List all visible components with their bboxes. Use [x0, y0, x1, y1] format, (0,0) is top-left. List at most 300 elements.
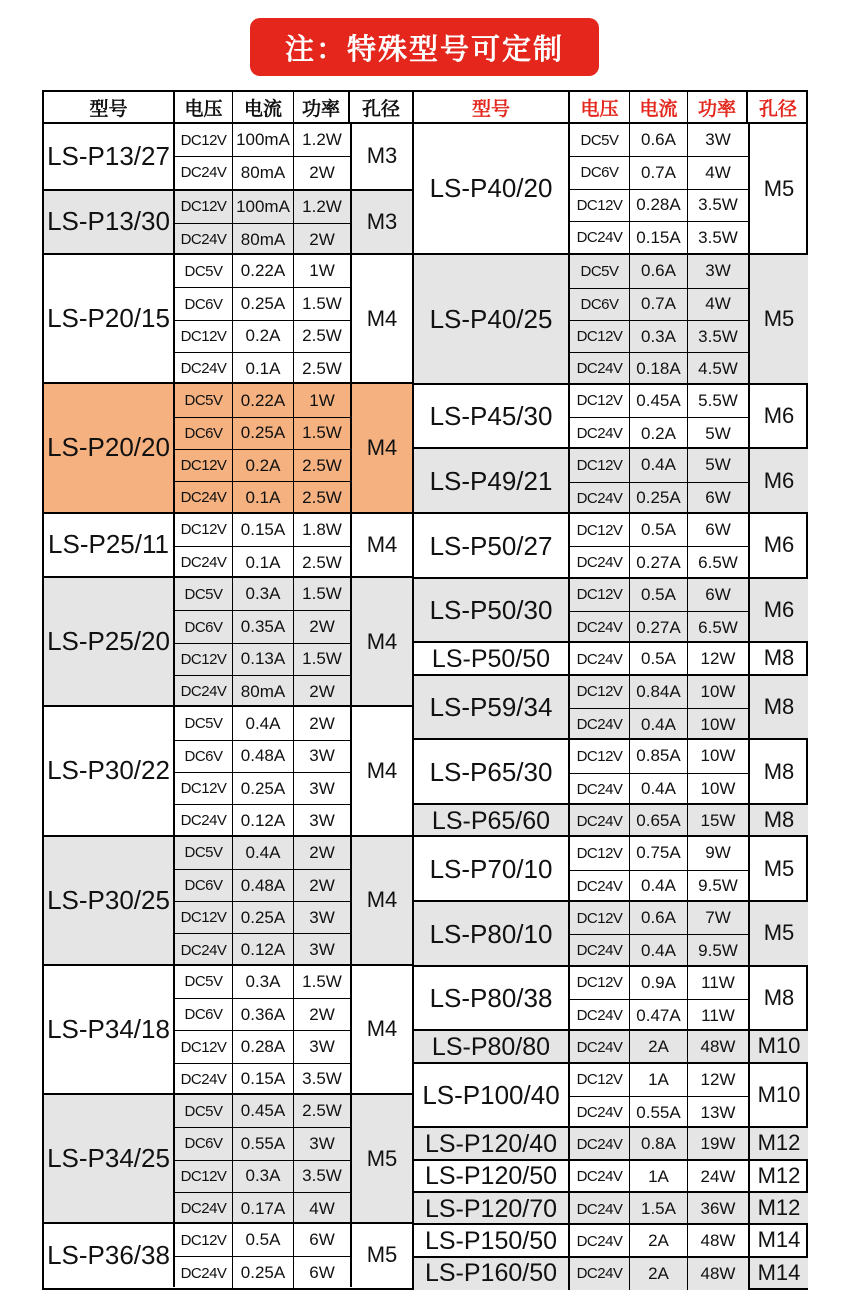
- power-cell: 1.5W: [302, 294, 342, 314]
- model-group: [414, 383, 808, 448]
- power-cell: 2.5W: [294, 450, 350, 481]
- hole-size: M8: [748, 805, 808, 835]
- current-cell: 80mA: [233, 676, 294, 707]
- current-header: 电流: [630, 92, 688, 122]
- current-cell: 0.2A: [233, 321, 294, 352]
- power-cell: 2.5W: [294, 482, 350, 513]
- model-group: [414, 1159, 808, 1191]
- current-cell: 0.4A: [630, 449, 688, 481]
- spec-row: [175, 578, 350, 610]
- model-group: [414, 1126, 808, 1158]
- spec-row: [175, 1127, 350, 1159]
- spec-row: [570, 1258, 748, 1290]
- voltage-cell: DC24V: [175, 1064, 233, 1095]
- power-cell: 2W: [309, 713, 335, 733]
- power-cell: 6W: [688, 579, 748, 611]
- spec-row: [175, 1224, 350, 1256]
- model-name: LS-P120/40: [414, 1128, 570, 1160]
- model-name: LS-P150/50: [414, 1225, 570, 1257]
- voltage-cell: DC5V: [175, 578, 233, 610]
- spec-row: [570, 1031, 748, 1063]
- spec-table: [42, 90, 808, 1290]
- hole-size: M4: [350, 578, 412, 705]
- hole-size: M4: [350, 837, 412, 964]
- spec-row: [175, 901, 350, 933]
- hole-size: M5: [350, 1224, 412, 1287]
- spec-row: [175, 417, 350, 449]
- current-header: 电流: [233, 92, 294, 122]
- voltage-cell: DC12V: [175, 514, 233, 546]
- current-cell: 0.2A: [630, 418, 688, 449]
- power-header: 功率: [294, 92, 350, 122]
- model-name: LS-P40/20: [414, 124, 570, 253]
- header-row: [414, 92, 808, 124]
- model-name: LS-P65/30: [414, 740, 570, 805]
- current-cell: 0.25A: [233, 288, 294, 319]
- spec-row: [175, 1192, 350, 1224]
- spec-row: [175, 675, 350, 707]
- header-row: [44, 92, 412, 124]
- model-name: LS-P70/10: [414, 837, 570, 902]
- voltage-cell: DC12V: [570, 837, 630, 869]
- spec-row: [175, 837, 350, 869]
- spec-row: [570, 643, 748, 675]
- model-name: LS-P50/27: [414, 514, 570, 579]
- power-cell: 2.5W: [294, 1095, 350, 1127]
- voltage-cell: DC5V: [570, 124, 630, 156]
- model-name: LS-P30/25: [44, 837, 175, 964]
- model-group: [44, 705, 412, 834]
- current-cell: 0.45A: [233, 1095, 294, 1127]
- spec-row: [570, 124, 748, 156]
- model-name: LS-P34/25: [44, 1095, 175, 1222]
- spec-row: [570, 417, 748, 449]
- model-name: LS-P25/11: [44, 514, 175, 577]
- model-name: LS-P20/15: [44, 255, 175, 382]
- model-name: LS-P65/60: [414, 805, 570, 837]
- spec-row: [175, 384, 350, 416]
- power-cell: 2W: [294, 870, 350, 901]
- voltage-cell: DC12V: [175, 321, 233, 352]
- model-name: LS-P50/50: [414, 643, 570, 675]
- voltage-cell: DC24V: [175, 1193, 233, 1224]
- power-cell: 48W: [688, 1258, 748, 1290]
- hole-size: M5: [748, 902, 808, 965]
- current-cell: 0.4A: [233, 707, 294, 739]
- power-cell: 3.5W: [698, 195, 738, 215]
- power-cell: 1.2W: [302, 130, 342, 150]
- power-cell: 6W: [309, 1263, 335, 1283]
- spec-row: [570, 1193, 748, 1225]
- power-cell: 24W: [700, 1166, 736, 1186]
- current-cell: 0.3A: [233, 578, 294, 610]
- hole-size: M10: [748, 1031, 808, 1061]
- voltage-cell: DC24V: [570, 353, 630, 384]
- current-cell: 80mA: [233, 224, 294, 255]
- power-cell: 9.5W: [688, 935, 748, 966]
- hole-size: M6: [748, 449, 808, 512]
- voltage-cell: DC24V: [570, 612, 630, 643]
- model-name: LS-P80/10: [414, 902, 570, 967]
- spec-row: [570, 1161, 748, 1193]
- voltage-cell: DC12V: [570, 385, 630, 417]
- spec-row: [175, 124, 350, 156]
- power-cell: 4W: [705, 162, 731, 182]
- voltage-cell: DC12V: [570, 449, 630, 481]
- voltage-header: 电压: [175, 92, 233, 122]
- hole-size: M4: [350, 707, 412, 834]
- spec-row: [570, 352, 748, 384]
- model-group: [44, 835, 412, 964]
- voltage-cell: DC12V: [570, 190, 630, 221]
- voltage-cell: DC24V: [175, 547, 233, 578]
- spec-row: [570, 999, 748, 1031]
- power-cell: 2W: [294, 611, 350, 642]
- spec-row: [175, 643, 350, 675]
- model-group: [414, 965, 808, 1030]
- current-cell: 0.13A: [233, 644, 294, 675]
- current-cell: 0.5A: [630, 643, 688, 675]
- current-cell: 100mA: [233, 191, 294, 223]
- power-cell: 3.5W: [302, 1069, 342, 1089]
- model-group: [44, 1093, 412, 1222]
- model-group: [414, 803, 808, 835]
- power-cell: 11W: [701, 972, 735, 992]
- voltage-cell: DC5V: [175, 384, 233, 416]
- current-cell: 0.3A: [233, 966, 294, 998]
- model-group: [44, 1222, 412, 1287]
- voltage-cell: DC12V: [175, 124, 233, 156]
- current-cell: 0.35A: [233, 611, 294, 642]
- current-cell: 0.47A: [630, 1000, 688, 1031]
- model-group: [414, 1191, 808, 1223]
- spec-row: [570, 221, 748, 253]
- model-name: LS-P120/50: [414, 1161, 570, 1193]
- voltage-cell: DC24V: [570, 1000, 630, 1031]
- spec-row: [570, 934, 748, 966]
- voltage-cell: DC12V: [175, 1161, 233, 1192]
- voltage-header: 电压: [570, 92, 630, 122]
- current-cell: 100mA: [233, 124, 294, 156]
- current-cell: 0.1A: [233, 482, 294, 513]
- hole-size: M4: [350, 255, 412, 382]
- current-cell: 0.4A: [630, 774, 688, 805]
- power-cell: 1.8W: [302, 519, 342, 539]
- current-cell: 0.27A: [630, 547, 688, 578]
- voltage-cell: DC12V: [175, 191, 233, 223]
- spec-row: [175, 772, 350, 804]
- power-cell: 1.5W: [294, 644, 350, 675]
- hole-size: M8: [748, 676, 808, 739]
- voltage-cell: DC5V: [175, 707, 233, 739]
- current-cell: 0.27A: [630, 612, 688, 643]
- voltage-cell: DC24V: [570, 1031, 630, 1063]
- spec-row: [175, 481, 350, 513]
- voltage-cell: DC12V: [570, 676, 630, 708]
- power-cell: 9W: [705, 843, 731, 863]
- model-group: [414, 1029, 808, 1061]
- current-cell: 0.6A: [630, 124, 688, 156]
- current-cell: 0.2A: [233, 450, 294, 481]
- model-group: [414, 447, 808, 512]
- power-cell: 2W: [294, 676, 350, 707]
- current-cell: 0.55A: [233, 1128, 294, 1159]
- hole-size: M4: [350, 384, 412, 511]
- model-group: [414, 577, 808, 642]
- model-name: LS-P120/70: [414, 1193, 570, 1225]
- current-cell: 0.12A: [233, 934, 294, 965]
- current-cell: 0.36A: [233, 999, 294, 1030]
- power-cell: 11W: [701, 1005, 735, 1025]
- power-cell: 6W: [688, 483, 748, 514]
- voltage-cell: DC12V: [175, 1031, 233, 1062]
- power-cell: 3W: [309, 1037, 335, 1057]
- hole-size: M6: [748, 514, 808, 577]
- hole-size: M14: [748, 1258, 808, 1288]
- power-cell: 7W: [688, 902, 748, 934]
- power-cell: 6W: [309, 1230, 335, 1250]
- voltage-cell: DC12V: [570, 902, 630, 934]
- power-cell: 2W: [309, 1004, 335, 1024]
- hole-header: 孔径: [758, 97, 797, 120]
- voltage-cell: DC24V: [570, 547, 630, 578]
- spec-row: [570, 837, 748, 869]
- voltage-cell: DC24V: [175, 805, 233, 836]
- spec-row: [570, 385, 748, 417]
- spec-row: [175, 1160, 350, 1192]
- power-cell: 36W: [688, 1193, 748, 1225]
- voltage-cell: DC24V: [175, 676, 233, 707]
- model-group: [44, 512, 412, 577]
- current-cell: 0.25A: [233, 418, 294, 449]
- power-cell: 6W: [705, 520, 731, 540]
- current-cell: 0.18A: [630, 353, 688, 384]
- voltage-cell: DC24V: [570, 643, 630, 675]
- current-cell: 0.75A: [630, 837, 688, 869]
- voltage-cell: DC24V: [570, 1193, 630, 1225]
- voltage-cell: DC6V: [175, 1128, 233, 1159]
- current-cell: 80mA: [233, 157, 294, 188]
- hole-size: M14: [748, 1225, 808, 1255]
- power-cell: 3W: [309, 810, 335, 830]
- spec-row: [175, 287, 350, 319]
- power-cell: 15W: [688, 805, 748, 837]
- power-cell: 2.5W: [302, 326, 342, 346]
- voltage-cell: DC24V: [570, 1258, 630, 1290]
- current-cell: 0.55A: [630, 1097, 688, 1128]
- power-cell: 48W: [700, 1231, 736, 1251]
- model-name: LS-P30/22: [44, 707, 175, 834]
- hole-header: 孔径: [361, 97, 400, 120]
- current-cell: 2A: [630, 1031, 688, 1063]
- power-cell: 1.5W: [294, 578, 350, 610]
- model-group: [414, 1256, 808, 1288]
- voltage-cell: DC24V: [175, 157, 233, 188]
- hole-size: M4: [350, 514, 412, 577]
- spec-row: [570, 1225, 748, 1257]
- current-cell: 0.22A: [233, 255, 294, 287]
- voltage-cell: DC24V: [570, 774, 630, 805]
- model-group: [414, 835, 808, 900]
- spec-row: [570, 579, 748, 611]
- model-group: [414, 124, 808, 253]
- current-cell: 1A: [630, 1064, 688, 1096]
- voltage-cell: DC12V: [570, 579, 630, 611]
- model-name: LS-P59/34: [414, 676, 570, 741]
- spec-row: [570, 870, 748, 902]
- hole-size: M10: [748, 1064, 808, 1127]
- voltage-cell: DC5V: [570, 255, 630, 287]
- current-cell: 0.5A: [630, 514, 688, 546]
- voltage-cell: DC24V: [570, 805, 630, 837]
- spec-table-left: [44, 92, 412, 1287]
- power-cell: 2W: [309, 162, 335, 182]
- power-cell: 5.5W: [698, 390, 738, 410]
- voltage-cell: DC24V: [570, 1128, 630, 1160]
- current-cell: 1.5A: [630, 1193, 688, 1225]
- spec-row: [175, 610, 350, 642]
- current-cell: 0.5A: [630, 579, 688, 611]
- model-group: [414, 674, 808, 739]
- voltage-cell: DC6V: [175, 741, 233, 772]
- current-cell: 0.25A: [233, 1257, 294, 1288]
- power-cell: 3W: [688, 255, 748, 287]
- voltage-cell: DC6V: [570, 289, 630, 320]
- current-cell: 0.3A: [630, 321, 688, 352]
- voltage-cell: DC6V: [175, 999, 233, 1030]
- spec-row: [175, 966, 350, 998]
- model-name: LS-P80/38: [414, 967, 570, 1032]
- spec-row: [570, 1096, 748, 1128]
- voltage-cell: DC24V: [175, 353, 233, 384]
- model-name: LS-P13/30: [44, 191, 175, 254]
- model-name: LS-P50/30: [414, 579, 570, 644]
- model-group: [414, 512, 808, 577]
- current-cell: 0.45A: [630, 385, 688, 417]
- power-cell: 3.5W: [698, 227, 738, 247]
- current-cell: 0.48A: [233, 870, 294, 901]
- spec-row: [175, 933, 350, 965]
- model-group: [414, 253, 808, 382]
- voltage-cell: DC24V: [175, 934, 233, 965]
- current-cell: 0.84A: [630, 676, 688, 708]
- spec-row: [570, 288, 748, 320]
- hole-size: M5: [748, 255, 808, 382]
- spec-row: [570, 189, 748, 221]
- power-cell: 1W: [309, 261, 335, 281]
- hole-size: M5: [748, 124, 808, 253]
- voltage-cell: DC24V: [570, 871, 630, 902]
- voltage-cell: DC12V: [570, 967, 630, 999]
- model-name: LS-P20/20: [44, 384, 175, 511]
- current-cell: 0.3A: [233, 1161, 294, 1192]
- current-cell: 0.65A: [630, 805, 688, 837]
- spec-row: [570, 1128, 748, 1160]
- voltage-cell: DC24V: [175, 482, 233, 513]
- power-cell: 2W: [294, 837, 350, 869]
- spec-row: [570, 482, 748, 514]
- voltage-cell: DC12V: [570, 514, 630, 546]
- spec-row: [570, 967, 748, 999]
- power-header: 功率: [688, 92, 748, 122]
- model-header: 型号: [414, 92, 570, 122]
- voltage-cell: DC24V: [570, 709, 630, 740]
- voltage-cell: DC5V: [175, 837, 233, 869]
- power-cell: 3.5W: [294, 1161, 350, 1192]
- spec-row: [175, 320, 350, 352]
- power-cell: 1W: [294, 384, 350, 416]
- hole-size: M12: [748, 1193, 808, 1223]
- current-cell: 0.12A: [233, 805, 294, 836]
- power-cell: 1.2W: [294, 191, 350, 223]
- model-name: LS-P36/38: [44, 1224, 175, 1287]
- current-cell: 0.17A: [233, 1193, 294, 1224]
- spec-row: [175, 1095, 350, 1127]
- power-cell: 2.5W: [302, 358, 342, 378]
- power-cell: 12W: [700, 1069, 736, 1089]
- power-cell: 10W: [700, 746, 736, 766]
- current-cell: 0.15A: [233, 1064, 294, 1095]
- spec-row: [175, 707, 350, 739]
- current-cell: 0.28A: [630, 190, 688, 221]
- power-cell: 12W: [700, 649, 736, 669]
- current-cell: 0.25A: [630, 483, 688, 514]
- current-cell: 0.6A: [630, 255, 688, 287]
- voltage-cell: DC24V: [570, 1161, 630, 1193]
- hole-size: M12: [748, 1128, 808, 1158]
- spec-row: [570, 902, 748, 934]
- voltage-cell: DC24V: [570, 1225, 630, 1257]
- power-cell: 3W: [705, 130, 731, 150]
- voltage-cell: DC5V: [175, 966, 233, 998]
- current-cell: 1A: [630, 1161, 688, 1193]
- power-cell: 3.5W: [688, 321, 748, 352]
- voltage-cell: DC12V: [175, 1224, 233, 1256]
- voltage-cell: DC24V: [175, 1257, 233, 1288]
- voltage-cell: DC24V: [570, 418, 630, 449]
- model-group: [44, 964, 412, 1093]
- spec-row: [570, 320, 748, 352]
- spec-row: [570, 1064, 748, 1096]
- spec-row: [570, 676, 748, 708]
- custom-models-notice: 注：特殊型号可定制: [250, 18, 599, 76]
- current-cell: 0.48A: [233, 741, 294, 772]
- power-cell: 10W: [688, 676, 748, 708]
- power-cell: 9.5W: [698, 876, 738, 896]
- voltage-cell: DC5V: [175, 255, 233, 287]
- current-cell: 0.4A: [630, 709, 688, 740]
- model-group: [44, 189, 412, 254]
- hole-size: M5: [350, 1095, 412, 1222]
- hole-size: M4: [350, 966, 412, 1093]
- model-name: LS-P49/21: [414, 449, 570, 514]
- voltage-cell: DC12V: [570, 740, 630, 772]
- power-cell: 6.5W: [688, 612, 748, 643]
- spec-row: [570, 740, 748, 772]
- power-cell: 4W: [294, 1193, 350, 1224]
- model-group: [44, 253, 412, 382]
- power-cell: 2W: [294, 224, 350, 255]
- model-group: [414, 1062, 808, 1127]
- voltage-cell: DC24V: [570, 222, 630, 253]
- spec-row: [175, 1063, 350, 1095]
- spec-row: [570, 805, 748, 837]
- power-cell: 1.5W: [302, 971, 342, 991]
- spec-row: [175, 1030, 350, 1062]
- power-cell: 2.5W: [302, 552, 342, 572]
- model-name: LS-P13/27: [44, 124, 175, 189]
- model-name: LS-P25/20: [44, 578, 175, 705]
